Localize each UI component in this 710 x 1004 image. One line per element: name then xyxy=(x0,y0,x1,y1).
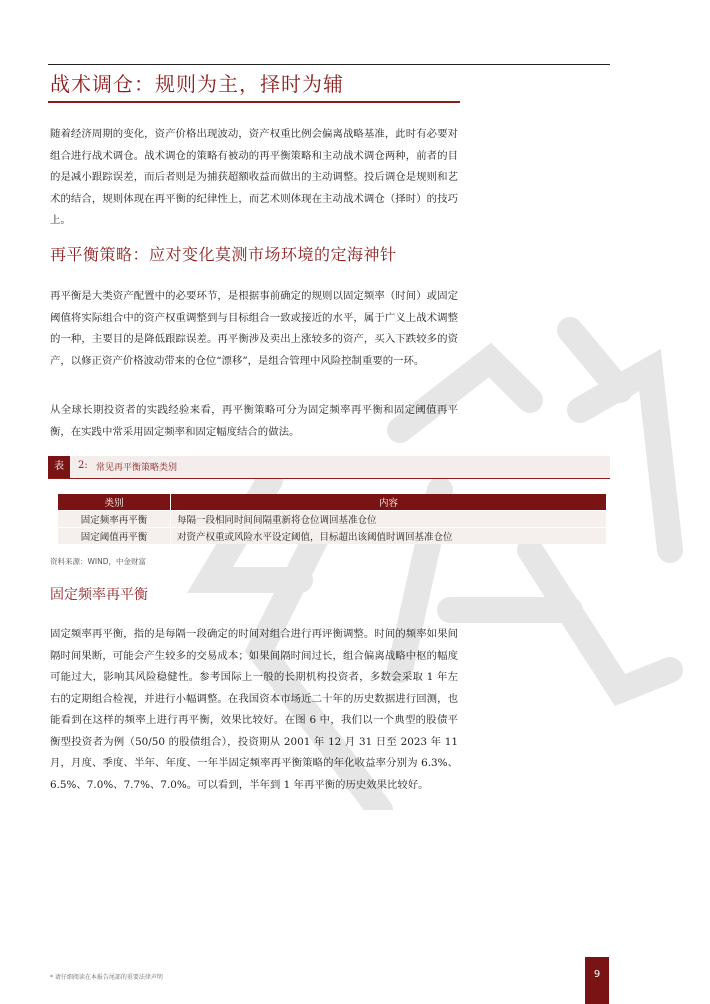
section-heading-tactical: 战术调仓：规则为主，择时为辅 xyxy=(50,72,344,96)
table-caption xyxy=(48,456,610,479)
heading-underline xyxy=(48,101,460,103)
table-cell-category: 固定阈值再平衡 xyxy=(58,528,171,545)
table-row xyxy=(58,528,606,545)
section-heading-rebalance: 再平衡策略：应对变化莫测市场环境的定海神针 xyxy=(50,245,397,264)
section-heading-fixed-frequency: 固定频率再平衡 xyxy=(50,587,148,603)
table-number: 2: xyxy=(78,460,88,471)
table-tag: 表 xyxy=(48,456,70,478)
table-header-row xyxy=(58,494,606,511)
table-cell-category: 固定频率再平衡 xyxy=(58,511,171,528)
table-cell-content: 每隔一段相同时间间隔重新将仓位调回基准仓位 xyxy=(171,511,607,528)
rebalance-paragraph-1: 再平衡是大类资产配置中的必要环节，是根据事前确定的规则以固定频率（时间）或固定阈值将实际组合中的资产权重调整到与目标组合一致或接近的水平，属于广义上战术调整的一种，主要目的是降低跟踪误差。再平衡涉及卖出上涨较多的资产，买入下跌较多的资产，以修正资产价格波动带来的仓位“漂移”，是组合管理中风险控制重要的一环。 xyxy=(50,290,458,367)
table-header-content: 内容 xyxy=(171,494,607,511)
table-cell-content: 对资产权重或风险水平设定阈值，目标超出该阈值时调回基准仓位 xyxy=(171,528,607,545)
legal-footer-note: * 请仔细阅读在本报告尾部的重要法律声明 xyxy=(50,974,163,981)
top-rule xyxy=(48,64,610,65)
rebalance-strategy-table xyxy=(58,494,606,544)
table-source: 资料来源：WIND，中金财富 xyxy=(50,557,147,566)
page-number: 9 xyxy=(585,957,609,1004)
table-row xyxy=(58,511,606,528)
intro-paragraph: 随着经济周期的变化，资产价格出现波动，资产权重比例会偏离战略基准，此时有必要对组合进行战术调仓。战术调仓的策略有被动的再平衡策略和主动战术调仓两种，前者的目的是减小跟踪误差，而后者则是为捕获超额收益而做出的主动调整。投后调仓是规则和艺术的结合，规则体现在再平衡的纪律性上，而艺术则体现在主动战术调仓（择时）的技巧上。 xyxy=(50,128,458,226)
fixed-frequency-paragraph: 固定频率再平衡，指的是每隔一段确定的时间对组合进行再评衡调整。时间的频率如果间隔时间果断，可能会产生较多的交易成本；如果间隔时间过长，组合偏离战略中枢的幅度可能过大，影响其风险稳健性。参考国际上一般的长期机构投资者，多数会采取 1 年左右的定期组合检视，并进行小幅调整。在我国资本市场近二十年的历史数据进行回测，也能看到在这样的频率上进行再平衡，效果比较好。在图 6 中，我们以一个典型的股债平衡型投资者为例（50/50 的股债组合），投资期从 2001 年 12 月 31 日至 2023 年 11 月，月度、季度、半年、年度、一年半固定频率再平衡策略的年化收益率分别为 6.3%、6.5%、7.0%、7.7%、7.0%。可以看到，半年到 1 年再平衡的历史效果比较好。 xyxy=(50,628,458,791)
rebalance-paragraph-2: 从全球长期投资者的实践经验来看，再平衡策略可分为固定频率再平衡和固定阈值再平衡，在实践中常采用固定频率和固定幅度结合的做法。 xyxy=(50,404,458,438)
table-title: 常见再平衡策略类别 xyxy=(96,463,178,473)
table-header-category: 类别 xyxy=(58,494,171,511)
